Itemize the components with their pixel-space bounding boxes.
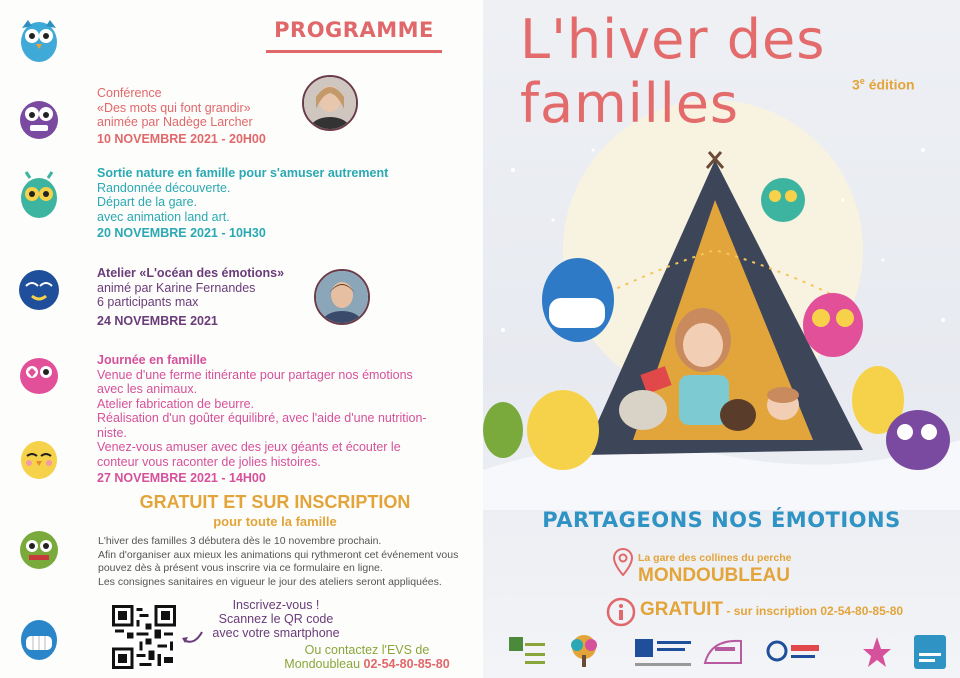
- event-title: Sortie nature en famille pour s'amuser autrement: [97, 166, 389, 180]
- event-title: «Des mots qui font grandir»: [97, 100, 251, 115]
- pink-owl-icon: [14, 348, 64, 400]
- event-detail: animé par Karine Fernandes: [97, 280, 256, 295]
- edition-number: 3: [852, 76, 860, 93]
- event-date: 27 NOVEMBRE 2021 - 14H00: [97, 471, 266, 485]
- family-tree-logo: [565, 633, 603, 671]
- event-detail: Réalisation d'un goûter équilibré, avec l'aide d'une nutrition-: [97, 411, 427, 425]
- slogan: PARTAGEONS NOS ÉMOTIONS: [542, 508, 901, 532]
- gratuit-word: GRATUIT: [640, 599, 724, 620]
- star-logo: [861, 633, 893, 671]
- gratuit-subheading: pour toute la famille: [213, 514, 337, 529]
- speaker-portrait-nadege: [302, 75, 358, 131]
- event-sortie-nature: [97, 166, 388, 241]
- event-conference: [97, 86, 266, 146]
- event-detail: 6 participants max: [97, 295, 199, 309]
- loir-et-cher-logo: [913, 633, 947, 671]
- location-pin-icon: [613, 548, 633, 576]
- contact-line: Ou contactez l'EVS de: [304, 643, 430, 657]
- contact-block: [272, 643, 462, 671]
- contact-phone[interactable]: 02-54-80-85-80: [363, 657, 450, 671]
- main-title: [520, 8, 825, 136]
- blue-owl-icon: [14, 14, 64, 66]
- event-detail: niste.: [97, 425, 127, 440]
- qr-code-icon[interactable]: [112, 605, 176, 669]
- event-title: Atelier «L'océan des émotions»: [97, 266, 285, 280]
- event-title: Journée en famille: [97, 353, 207, 367]
- note-line: Les consignes sanitaires en vigueur le jour des ateliers seront appliquées.: [98, 575, 442, 588]
- main-title-line: L'hiver des: [520, 8, 826, 71]
- ines-du-perche-logo: [507, 633, 547, 671]
- event-detail: conteur vous raconter de jolies histoires.: [97, 454, 321, 469]
- location-venue: La gare des collines du perche: [638, 552, 792, 564]
- essentiel-logo: [633, 633, 695, 671]
- scan-instructions: [196, 598, 356, 640]
- navy-owl-icon: [14, 262, 64, 314]
- yellow-owl-icon: [14, 432, 64, 484]
- event-detail: avec les animaux.: [97, 382, 198, 396]
- programme-underline: [266, 50, 442, 53]
- info-notes: [98, 535, 464, 589]
- event-date: 20 NOVEMBRE 2021 - 10H30: [97, 226, 266, 240]
- gratuit-heading: GRATUIT ET SUR INSCRIPTION: [139, 492, 411, 512]
- info-icon: [606, 597, 636, 627]
- event-detail: Venue d'une ferme itinérante pour partager nos émotions: [97, 367, 413, 382]
- edition-word: édition: [868, 76, 915, 93]
- event-detail: Atelier fabrication de beurre.: [97, 396, 255, 411]
- teal-grin-owl-icon: [14, 612, 64, 664]
- gratuit-detail: - sur inscription 02-54-80-85-80: [723, 604, 904, 618]
- edition-suffix: e: [859, 76, 865, 86]
- purple-owl-icon: [14, 92, 64, 144]
- event-date: 24 NOVEMBRE 2021: [97, 313, 218, 328]
- edition-label: [852, 76, 915, 93]
- event-detail: Randonnée découverte.: [97, 180, 231, 195]
- location-town: MONDOUBLEAU: [638, 565, 790, 586]
- udaf-logo: [765, 633, 823, 671]
- event-journee-famille: [97, 353, 457, 486]
- olive-owl-icon: [14, 522, 64, 574]
- event-detail: avec animation land art.: [97, 209, 230, 224]
- scan-line: Inscrivez-vous !: [232, 598, 320, 612]
- event-detail: Départ de la gare.: [97, 195, 198, 209]
- scan-line: avec votre smartphone: [212, 626, 340, 640]
- green-owl-icon: [14, 170, 64, 222]
- main-title-line: familles: [520, 72, 740, 135]
- scan-line: Scannez le QR code: [218, 612, 334, 626]
- contact-place: Mondoubleau: [284, 657, 361, 671]
- gratuit-banner: [640, 599, 903, 621]
- reaap-41-logo: [701, 633, 747, 671]
- event-atelier-ocean: [97, 266, 284, 328]
- speaker-portrait-karine: [314, 269, 370, 325]
- note-line: Afin d'organiser aux mieux les animations qui rythmeront cet événement vous pouvez dès à présent vous inscrire via ce formulaire en ligne.: [98, 548, 459, 574]
- event-detail: Venez-vous amuser avec des jeux géants et écouter le: [97, 440, 401, 454]
- event-title: Conférence: [97, 86, 162, 100]
- event-detail: animée par Nadège Larcher: [97, 115, 253, 129]
- programme-heading: PROGRAMME: [274, 18, 434, 42]
- event-date: 10 NOVEMBRE 2021 - 20H00: [97, 131, 266, 146]
- note-line: L'hiver des familles 3 débutera dès le 10 novembre prochain.: [98, 535, 382, 547]
